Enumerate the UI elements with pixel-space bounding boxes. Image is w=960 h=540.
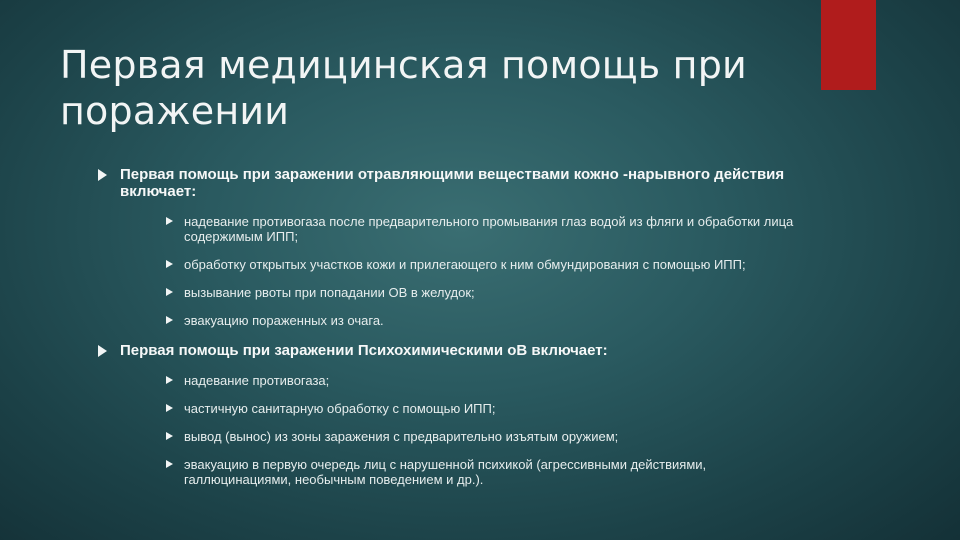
list-item (166, 257, 798, 272)
bullet-arrow-icon (166, 432, 173, 440)
bullet-arrow-icon (166, 288, 173, 296)
list-item-text: эвакуацию в первую очередь лиц с нарушенной психикой (агрессивными действиями, галлюцинациями, необычным поведением и др.). (184, 457, 707, 487)
bullet-arrow-icon (166, 404, 173, 412)
list-item-text: частичную санитарную обработку с помощью ИПП; (184, 401, 496, 416)
section-items (98, 373, 798, 487)
list-item-text: эвакуацию пораженных из очага. (184, 313, 384, 328)
bullet-arrow-icon (166, 376, 173, 384)
list-item-text: надевание противогаза после предварительного промывания глаз водой из фляги и обработки лица содержимым ИПП; (184, 214, 794, 244)
section-heading (98, 166, 798, 200)
slide-title: Первая медицинская помощь при поражении (60, 43, 747, 133)
list-item-text: вывод (вынос) из зоны заражения с предварительно изъятым оружием; (184, 429, 619, 444)
section-psychochemical-agents (98, 342, 798, 487)
list-item (166, 457, 798, 487)
section-heading (98, 342, 798, 359)
list-item-text: обработку открытых участков кожи и прилегающего к ним обмундирования с помощью ИПП; (184, 257, 746, 272)
list-item (166, 285, 798, 300)
bullet-arrow-icon (166, 217, 173, 225)
bullet-arrow-icon (98, 345, 107, 357)
list-item-text: надевание противогаза; (184, 373, 330, 388)
section-heading-text: Первая помощь при заражении отравляющими веществами кожно -нарывного действия включает: (120, 166, 785, 200)
section-items (98, 214, 798, 328)
list-item-text: вызывание рвоты при попадании ОВ в желудок; (184, 285, 475, 300)
list-item (166, 214, 798, 244)
section-cutaneous-blister-agents (98, 166, 798, 328)
red-accent-bar (821, 0, 876, 90)
slide-content (98, 166, 798, 487)
bullet-arrow-icon (98, 169, 107, 181)
list-item (166, 313, 798, 328)
bullet-arrow-icon (166, 260, 173, 268)
list-item (166, 373, 798, 388)
list-item (166, 401, 798, 416)
section-heading-text: Первая помощь при заражении Психохимическими оВ включает: (120, 342, 608, 359)
list-item (166, 429, 798, 444)
bullet-arrow-icon (166, 316, 173, 324)
bullet-arrow-icon (166, 460, 173, 468)
